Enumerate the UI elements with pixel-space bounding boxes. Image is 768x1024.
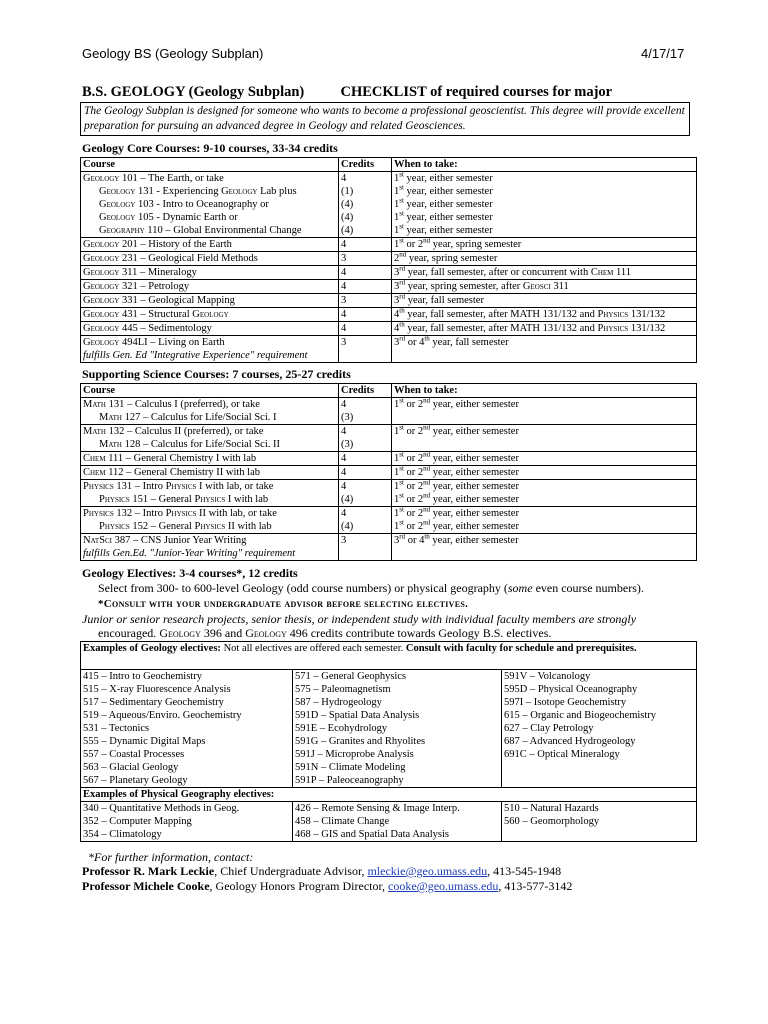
- cell-line: fulfills Gen.Ed. "Junior-Year Writing" requirement: [83, 548, 296, 559]
- table-row: [81, 322, 697, 336]
- course-when-cell: [392, 480, 697, 507]
- elective-column: [293, 670, 502, 788]
- column-header: When to take:: [392, 384, 697, 398]
- table-row: [81, 452, 697, 466]
- course-credits-cell: [339, 294, 392, 308]
- page-title: [82, 84, 612, 101]
- elective-item: 560 – Geomorphology: [504, 816, 600, 827]
- course-course-cell: [81, 425, 339, 452]
- elective-item: 591N – Climate Modeling: [295, 762, 406, 773]
- cell-line: 1st year, either semester: [394, 196, 493, 210]
- course-credits-cell: [339, 452, 392, 466]
- elective-item: 458 – Climate Change: [295, 816, 390, 827]
- table-row: [81, 308, 697, 322]
- course-when-cell: [392, 466, 697, 480]
- table-header-row: [81, 158, 697, 172]
- cell-line: 4: [341, 281, 347, 292]
- title-degree: B.S. GEOLOGY (Geology Subplan): [82, 84, 305, 100]
- cell-line: 1st or 2nd year, either semester: [394, 396, 519, 410]
- cell-line: Math 132 – Calculus II (preferred), or take: [83, 426, 264, 437]
- column-header: Credits: [339, 158, 392, 172]
- cell-line: Geography 110 – Global Environmental Change: [99, 225, 302, 236]
- elective-item: 591E – Ecohydrology: [295, 723, 388, 734]
- course-credits-cell: [339, 172, 392, 238]
- elective-item: 468 – GIS and Spatial Data Analysis: [295, 829, 449, 840]
- elective-column: [81, 670, 293, 788]
- table-row: [81, 266, 697, 280]
- cell-line: 3: [341, 253, 347, 264]
- cell-line: (3): [341, 412, 354, 423]
- geology-electives-consult: Consult with faculty for schedule and prerequisites.: [405, 643, 637, 654]
- course-course-cell: [81, 507, 339, 534]
- contact-leckie-phone: , 413-545-1948: [487, 864, 562, 878]
- cell-line: (4): [341, 199, 354, 210]
- cell-line: Physics 132 – Intro Physics II with lab, or take: [83, 508, 277, 519]
- cell-line: Geology 445 – Sedimentology: [83, 323, 212, 334]
- electives-consult: *Consult with your undergraduate advisor before selecting electives.: [98, 598, 469, 610]
- core-courses-table: [80, 157, 697, 363]
- elective-item: 340 – Quantitative Methods in Geog.: [83, 803, 240, 814]
- table-row: [81, 507, 697, 534]
- contact-leckie-role: , Chief Undergraduate Advisor,: [214, 864, 368, 878]
- cell-line: 3: [341, 295, 347, 306]
- table-row: [81, 534, 697, 561]
- electives-select: Select from 300- to 600-level Geology (odd course numbers) or physical geography (some even course numbers).: [98, 581, 644, 595]
- cell-line: Math 127 – Calculus for Life/Social Sci. I: [99, 412, 277, 423]
- cell-line: 1st or 2nd year, either semester: [394, 491, 519, 505]
- course-when-cell: [392, 172, 697, 238]
- course-credits-cell: [339, 252, 392, 266]
- cell-line: (4): [341, 225, 354, 236]
- contact-cooke: [82, 878, 572, 894]
- course-when-cell: [392, 322, 697, 336]
- course-course-cell: [81, 252, 339, 266]
- course-when-cell: [392, 452, 697, 466]
- core-heading: Geology Core Courses: 9-10 courses, 33-34 credits: [82, 141, 338, 155]
- course-course-cell: [81, 172, 339, 238]
- cell-line: 4: [341, 309, 347, 320]
- leckie-email-link[interactable]: mleckie@geo.umass.edu: [367, 864, 488, 878]
- course-credits-cell: [339, 466, 392, 480]
- cell-line: 1st year, either semester: [394, 170, 493, 184]
- course-when-cell: [392, 308, 697, 322]
- course-when-cell: [392, 238, 697, 252]
- table-row: [81, 336, 697, 363]
- cell-line: 2nd year, spring semester: [394, 250, 498, 264]
- cell-line: Math 131 – Calculus I (preferred), or take: [83, 399, 260, 410]
- column-header: When to take:: [392, 158, 697, 172]
- elective-item: 627 – Clay Petrology: [504, 723, 594, 734]
- cell-line: Geology 103 - Intro to Oceanography or: [99, 199, 269, 210]
- table-row: [81, 280, 697, 294]
- cell-line: 4th year, fall semester, after MATH 131/132 and Physics 131/132: [394, 320, 666, 334]
- course-when-cell: [392, 336, 697, 363]
- cell-line: 3rd year, spring semester, after Geosci 311: [394, 278, 569, 292]
- course-course-cell: [81, 238, 339, 252]
- elective-column: [502, 802, 697, 842]
- column-header: Course: [81, 158, 339, 172]
- elective-item: 595D – Physical Oceanography: [504, 684, 638, 695]
- elective-item: 517 – Sedimentary Geochemistry: [83, 697, 224, 708]
- cell-line: 4: [341, 399, 347, 410]
- elective-item: 575 – Paleomagnetism: [295, 684, 391, 695]
- elective-item: 510 – Natural Hazards: [504, 803, 599, 814]
- course-course-cell: [81, 280, 339, 294]
- cell-line: Math 128 – Calculus for Life/Social Sci. II: [99, 439, 281, 450]
- column-header: Credits: [339, 384, 392, 398]
- cell-line: Physics 131 – Intro Physics I with lab, or take: [83, 481, 274, 492]
- geology-electives-note: Not all electives are offered each semester.: [220, 643, 406, 654]
- cell-line: 1st year, either semester: [394, 209, 493, 223]
- cell-line: 1st or 2nd year, either semester: [394, 518, 519, 532]
- elective-item: 591P – Paleoceanography: [295, 775, 404, 786]
- cell-line: (1): [341, 186, 354, 197]
- cell-line: (4): [341, 521, 354, 532]
- cell-line: 1st or 2nd year, either semester: [394, 464, 519, 478]
- cooke-email-link[interactable]: cooke@geo.umass.edu: [388, 879, 499, 893]
- course-credits-cell: [339, 507, 392, 534]
- physgeo-electives-header: Examples of Physical Geography electives:: [81, 788, 697, 802]
- cell-line: (4): [341, 494, 354, 505]
- course-when-cell: [392, 398, 697, 425]
- course-course-cell: [81, 466, 339, 480]
- cell-line: Physics 152 – General Physics II with lab: [99, 521, 272, 532]
- elective-item: 591G – Granites and Rhyolites: [295, 736, 426, 747]
- course-course-cell: [81, 534, 339, 561]
- cell-line: Geology 431 – Structural Geology: [83, 309, 229, 320]
- electives-research: Junior or senior research projects, senior thesis, or independent study with individual faculty members are strongly: [82, 612, 637, 626]
- elective-item: 691C – Optical Mineralogy: [504, 749, 620, 760]
- elective-item: 687 – Advanced Hydrogeology: [504, 736, 636, 747]
- course-credits-cell: [339, 238, 392, 252]
- cell-line: Geology 311 – Mineralogy: [83, 267, 197, 278]
- course-course-cell: [81, 266, 339, 280]
- cell-line: 4: [341, 267, 347, 278]
- cell-line: 4: [341, 508, 347, 519]
- elective-column: [81, 802, 293, 842]
- elective-item: 555 – Dynamic Digital Maps: [83, 736, 206, 747]
- table-header-row: [81, 384, 697, 398]
- cell-line: Geology 101 – The Earth, or take: [83, 173, 224, 184]
- cell-line: Geology 201 – History of the Earth: [83, 239, 232, 250]
- contact-leckie: [82, 863, 561, 879]
- cell-line: 4: [341, 173, 347, 184]
- cell-line: 4th year, fall semester, after MATH 131/132 and Physics 131/132: [394, 306, 666, 320]
- table-row: [81, 252, 697, 266]
- course-credits-cell: [339, 425, 392, 452]
- cell-line: 3rd or 4th year, either semester: [394, 532, 519, 546]
- table-row: [81, 398, 697, 425]
- cell-line: 1st or 2nd year, either semester: [394, 423, 519, 437]
- cell-line: 1st or 2nd year, either semester: [394, 505, 519, 519]
- table-row: [81, 425, 697, 452]
- contact-leckie-name: Professor R. Mark Leckie: [82, 864, 215, 878]
- elective-item: 519 – Aqueous/Enviro. Geochemistry: [83, 710, 242, 721]
- course-credits-cell: [339, 280, 392, 294]
- elective-item: 354 – Climatology: [83, 829, 162, 840]
- course-credits-cell: [339, 322, 392, 336]
- geology-electives-header: [81, 642, 697, 670]
- course-course-cell: [81, 452, 339, 466]
- elective-item: 426 – Remote Sensing & Image Interp.: [295, 803, 460, 814]
- support-heading: Supporting Science Courses: 7 courses, 25-27 credits: [82, 367, 351, 381]
- cell-line: Physics 151 – General Physics I with lab: [99, 494, 269, 505]
- cell-line: 4: [341, 453, 347, 464]
- cell-line: 3rd or 4th year, fall semester: [394, 334, 509, 348]
- title-checklist: CHECKLIST of required courses for major: [340, 84, 613, 100]
- course-when-cell: [392, 252, 697, 266]
- cell-line: fulfills Gen. Ed "Integrative Experience" requirement: [83, 350, 308, 361]
- elective-column: [293, 802, 502, 842]
- contact-intro: *For further information, contact:: [88, 850, 254, 864]
- course-course-cell: [81, 322, 339, 336]
- contact-cooke-phone: , 413-577-3142: [498, 879, 573, 893]
- cell-line: 1st or 2nd year, either semester: [394, 450, 519, 464]
- cell-line: Geology 105 - Dynamic Earth or: [99, 212, 238, 223]
- elective-item: 531 – Tectonics: [83, 723, 150, 734]
- cell-line: Geology 494LI – Living on Earth: [83, 337, 225, 348]
- elective-item: 615 – Organic and Biogeochemistry: [504, 710, 657, 721]
- contact-cooke-name: Professor Michele Cooke: [82, 879, 210, 893]
- course-when-cell: [392, 280, 697, 294]
- geology-electives-title: Examples of Geology electives:: [83, 643, 221, 654]
- cell-line: NatSci 387 – CNS Junior Year Writing: [83, 535, 247, 546]
- elective-item: 557 – Coastal Processes: [83, 749, 185, 760]
- course-credits-cell: [339, 266, 392, 280]
- elective-item: 352 – Computer Mapping: [83, 816, 192, 827]
- elective-examples-table: [80, 641, 697, 842]
- cell-line: 4: [341, 426, 347, 437]
- course-credits-cell: [339, 308, 392, 322]
- course-when-cell: [392, 534, 697, 561]
- cell-line: 4: [341, 467, 347, 478]
- intro-box: The Geology Subplan is designed for someone who wants to become a professional geoscientist. This degree will provide excellent preparation for pursuing an advanced degree in Geology and related Geosciences.: [80, 102, 690, 136]
- cell-line: (4): [341, 212, 354, 223]
- cell-line: Geology 331 – Geological Mapping: [83, 295, 235, 306]
- cell-line: Geology 231 – Geological Field Methods: [83, 253, 258, 264]
- support-courses-table: [80, 383, 697, 561]
- course-course-cell: [81, 336, 339, 363]
- course-when-cell: [392, 294, 697, 308]
- table-row: [81, 480, 697, 507]
- cell-line: Chem 112 – General Chemistry II with lab: [83, 467, 261, 478]
- cell-line: (3): [341, 439, 354, 450]
- cell-line: Geology 321 – Petrology: [83, 281, 190, 292]
- elective-item: 587 – Hydrogeology: [295, 697, 382, 708]
- course-course-cell: [81, 398, 339, 425]
- elective-item: 567 – Planetary Geology: [83, 775, 188, 786]
- cell-line: 3rd year, fall semester: [394, 292, 484, 306]
- electives-encouraged: encouraged. Geology 396 and Geology 496 credits contribute towards Geology B.S. electives.: [98, 626, 552, 640]
- cell-line: 4: [341, 323, 347, 334]
- course-credits-cell: [339, 336, 392, 363]
- elective-item: 415 – Intro to Geochemistry: [83, 671, 202, 682]
- elective-column: [502, 670, 697, 788]
- course-credits-cell: [339, 398, 392, 425]
- course-when-cell: [392, 507, 697, 534]
- course-credits-cell: [339, 534, 392, 561]
- elective-item: 591J – Microprobe Analysis: [295, 749, 414, 760]
- cell-line: 3rd year, fall semester, after or concurrent with Chem 111: [394, 264, 632, 278]
- course-credits-cell: [339, 480, 392, 507]
- course-when-cell: [392, 425, 697, 452]
- cell-line: Chem 111 – General Chemistry I with lab: [83, 453, 257, 464]
- column-header: Course: [81, 384, 339, 398]
- header-date: 4/17/17: [641, 46, 685, 61]
- elective-item: 571 – General Geophysics: [295, 671, 407, 682]
- electives-heading: Geology Electives: 3-4 courses*, 12 credits: [82, 566, 298, 580]
- course-course-cell: [81, 480, 339, 507]
- contact-cooke-role: , Geology Honors Program Director,: [209, 879, 389, 893]
- cell-line: 4: [341, 481, 347, 492]
- table-row: [81, 172, 697, 238]
- cell-line: 1st year, either semester: [394, 183, 493, 197]
- elective-item: 591V – Volcanology: [504, 671, 591, 682]
- cell-line: 4: [341, 239, 347, 250]
- elective-item: 597I – Isotope Geochemistry: [504, 697, 627, 708]
- cell-line: 1st or 2nd year, either semester: [394, 478, 519, 492]
- table-row: [81, 466, 697, 480]
- elective-item: 515 – X-ray Fluorescence Analysis: [83, 684, 231, 695]
- elective-item: 591D – Spatial Data Analysis: [295, 710, 420, 721]
- course-course-cell: [81, 294, 339, 308]
- elective-item: 563 – Glacial Geology: [83, 762, 179, 773]
- cell-line: Geology 131 - Experiencing Geology Lab plus: [99, 186, 297, 197]
- table-row: [81, 294, 697, 308]
- cell-line: 3: [341, 535, 347, 546]
- header-left: Geology BS (Geology Subplan): [82, 46, 264, 61]
- table-row: [81, 238, 697, 252]
- cell-line: 1st year, either semester: [394, 222, 493, 236]
- cell-line: 3: [341, 337, 347, 348]
- course-course-cell: [81, 308, 339, 322]
- cell-line: 1st or 2nd year, spring semester: [394, 236, 522, 250]
- course-when-cell: [392, 266, 697, 280]
